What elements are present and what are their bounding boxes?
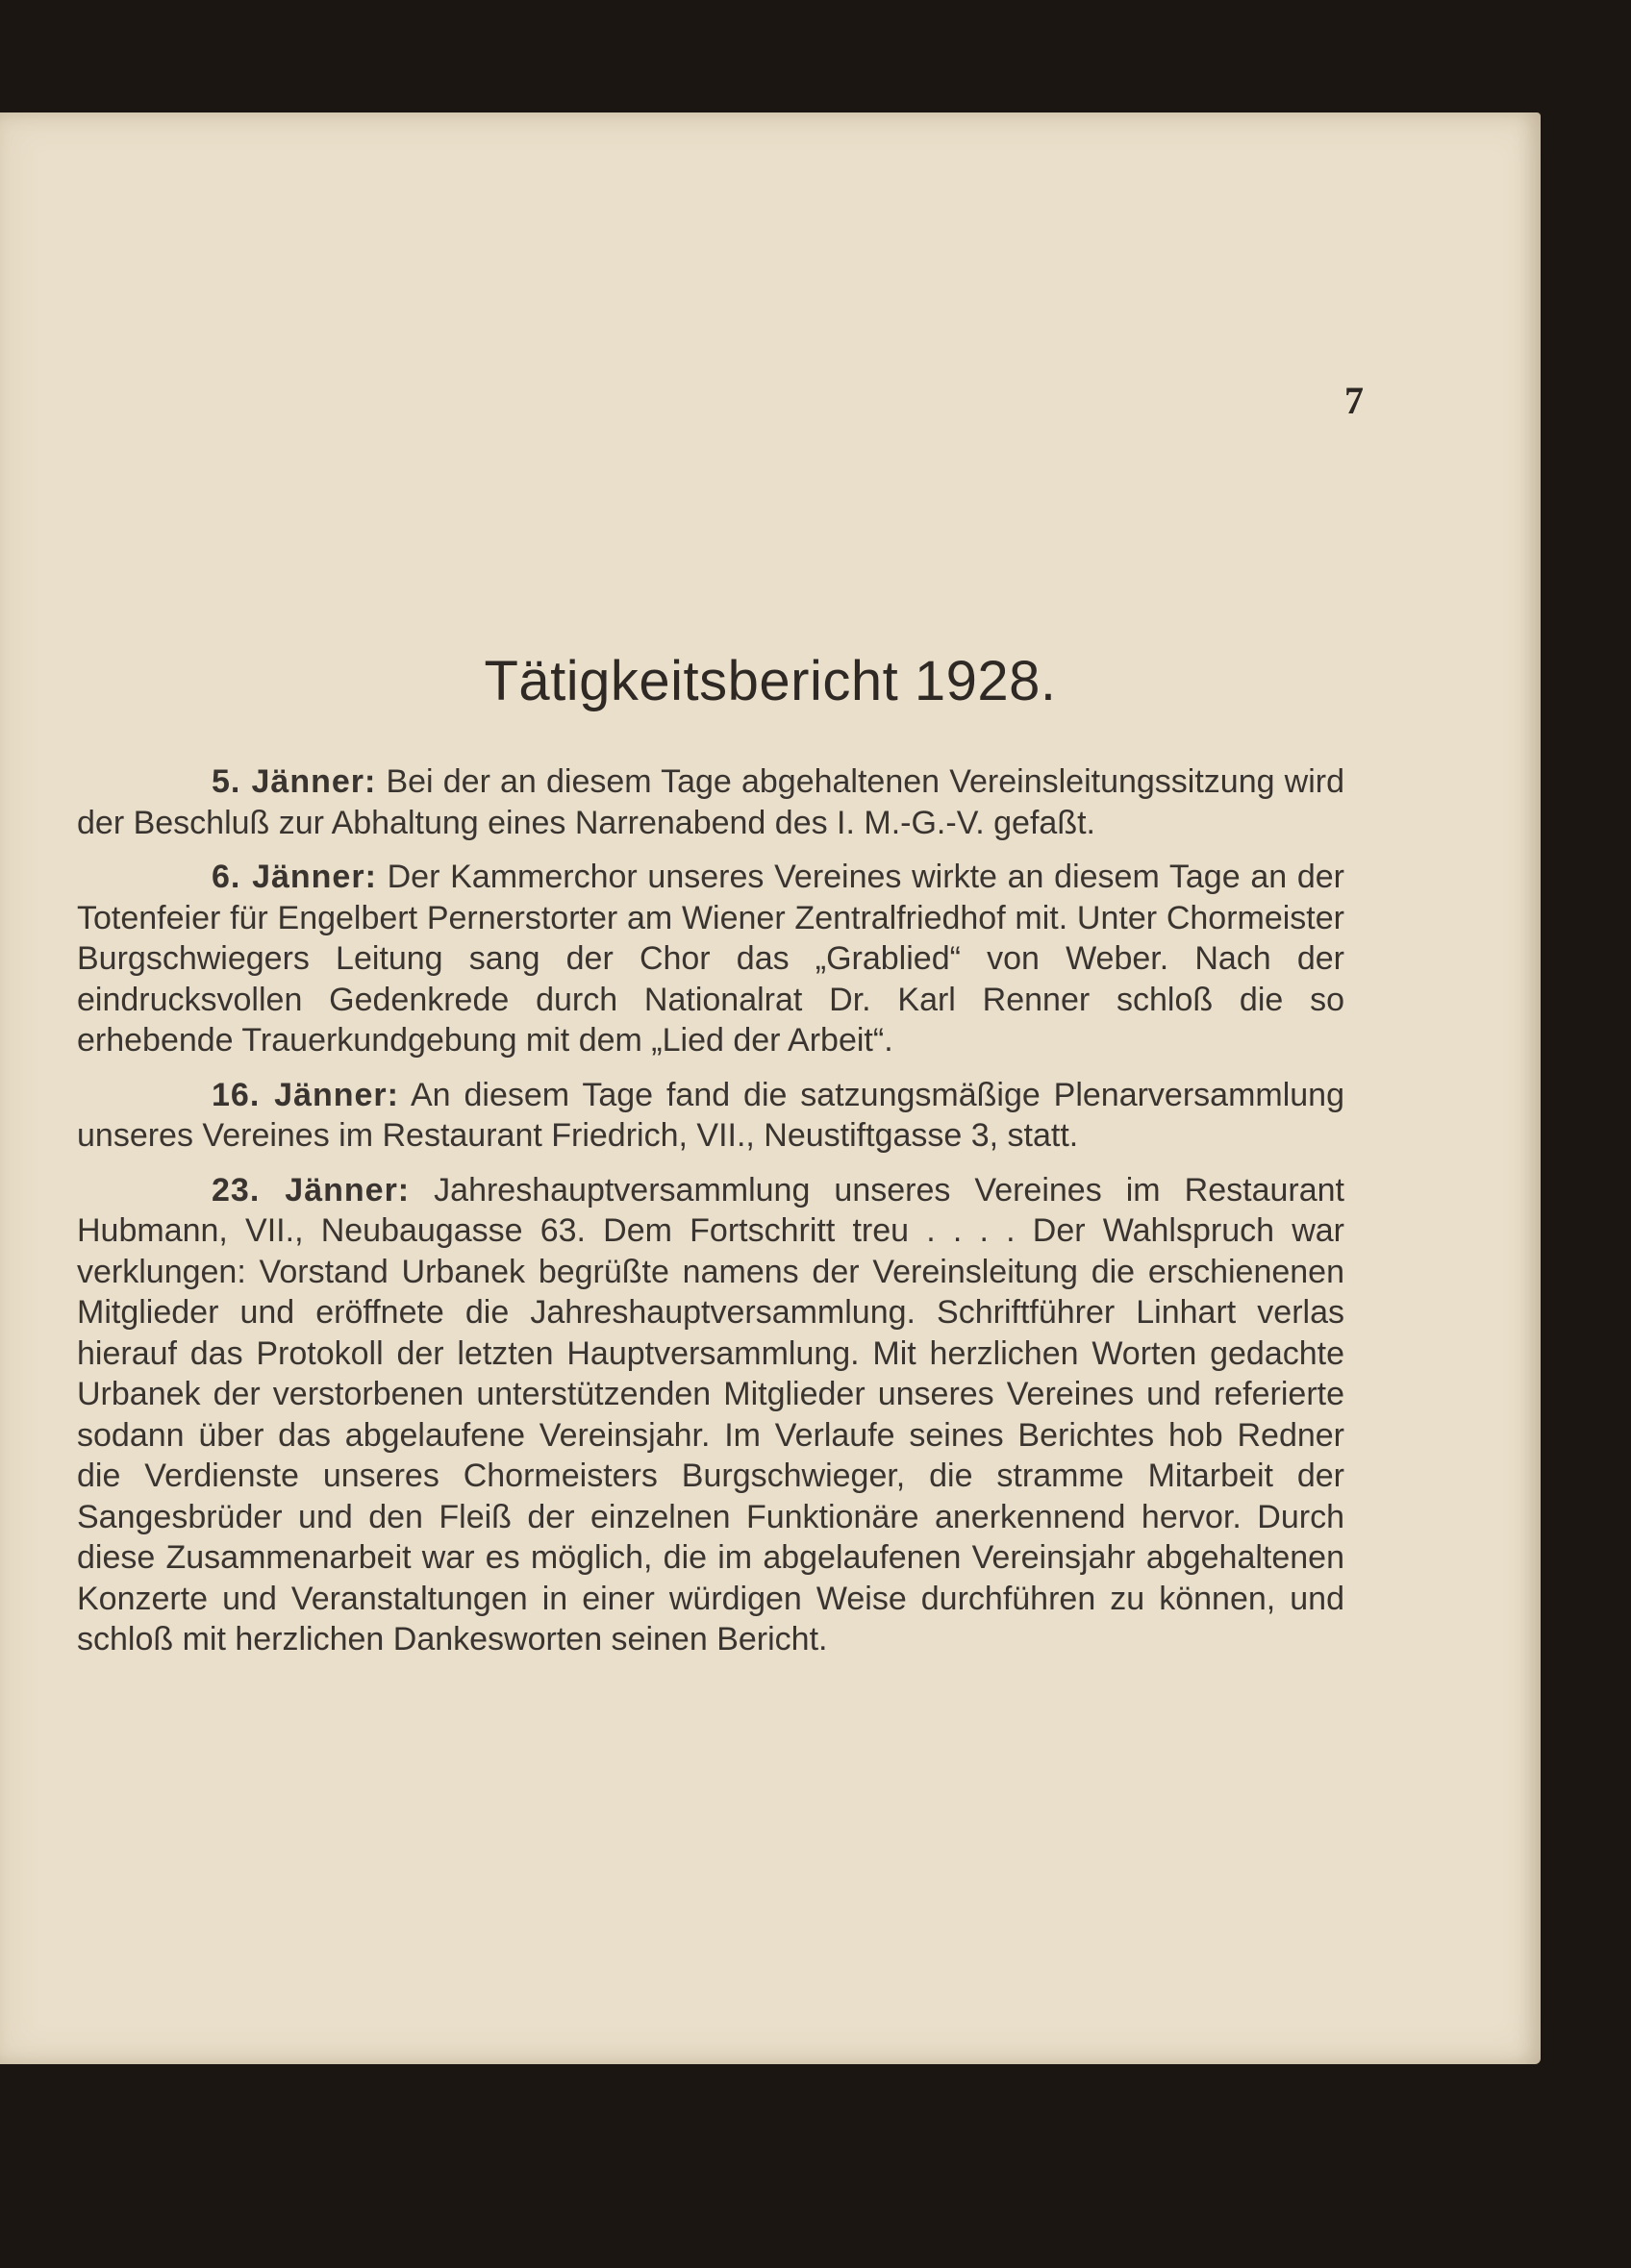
page-number: 7 bbox=[1344, 379, 1364, 422]
entry-text: Bei der an diesem Tage abgehaltenen Vereinsleitungssitzung wird der Beschluß zur Abhaltung eines Narrenabend des I. M.-G.-V. gefaßt. bbox=[77, 763, 1345, 841]
entry-paragraph bbox=[77, 761, 1344, 843]
entry-paragraph bbox=[77, 1170, 1344, 1660]
page-title: Tätigkeitsbericht 1928. bbox=[484, 650, 1057, 712]
entry-date: 16. Jänner: bbox=[212, 1076, 399, 1113]
book-page bbox=[0, 112, 1541, 2064]
entry-date: 5. Jänner: bbox=[212, 763, 377, 800]
entry-paragraph bbox=[77, 1075, 1344, 1157]
entry-date: 6. Jänner: bbox=[212, 859, 377, 895]
entry-text: An diesem Tage fand die satzungsmäßige Plenarversammlung unseres Vereines im Restaurant Friedrich, VII., Neustiftgasse 3, statt. bbox=[77, 1076, 1345, 1154]
report-body bbox=[77, 761, 1344, 1674]
entry-text: Der Kammerchor unseres Vereines wirkte an diesem Tage an der Totenfeier für Engelbert Pernerstorter am Wiener Zentralfriedhof mit. Unter Chormeister Burgschwiegers Leitung sang der Chor das „Grablied“ von Weber. Nach der eindrucksvollen Gedenkrede durch Nationalrat Dr. Karl Renner schloß die so erhebende Trauerkundgebung mit dem „Lied der Arbeit“. bbox=[77, 859, 1344, 1059]
entry-date: 23. Jänner: bbox=[212, 1171, 411, 1209]
entry-paragraph bbox=[77, 857, 1344, 1061]
entry-text: Jahreshauptversammlung unseres Vereines im Restaurant Hubmann, VII., Neubaugasse 63. Dem Fortschritt treu . . . . Der Wahlspruch war verklungen: Vorstand Urbanek begrüßte namens der Vereinsleitung die erschienenen Mitglieder und eröffnete die Jahreshauptversammlung. Schriftführer Linhart verlas hierauf das Protokoll der letzten Hauptversammlung. Mit herzlichen Worten gedachte Urbanek der verstorbenen unterstützenden Mitglieder unseres Vereines und referierte sodann über das abgelaufene Vereinsjahr. Im Verlaufe seines Berichtes hob Redner die Verdienste unseres Chormeisters Burgschwieger, die stramme Mitarbeit der Sangesbrüder und den Fleiß der einzelnen Funktionäre anerkennend hervor. Durch diese Zusammenarbeit war es möglich, die im abgelaufenen Vereinsjahr abgehaltenen Konzerte und Veranstaltungen in einer würdigen Weise durchführen zu können, und schloß mit herzlichen Dankesworten seinen Bericht. bbox=[77, 1171, 1344, 1657]
